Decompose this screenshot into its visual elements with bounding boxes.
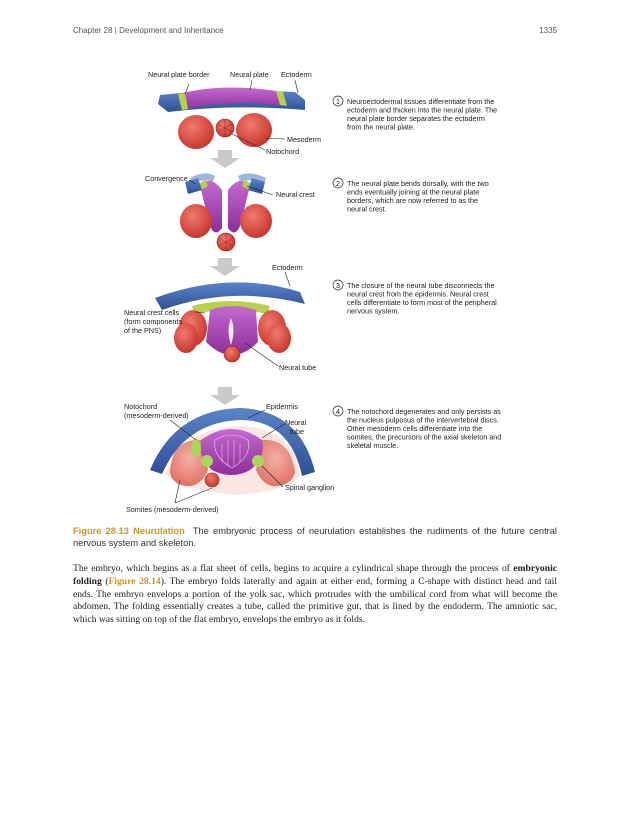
stage-1-drawing [158,80,305,150]
step-1-line-4: from the neural plate. [347,122,415,132]
step-3-line-2: neural crest from the epidermis. Neural crest [347,289,489,299]
step-3-line-4: nervous system. [347,306,400,316]
label-somites: Somites (mesoderm-derived) [126,505,219,514]
step-1-line-1: Neuroectodermal tissues differentiate from the [347,97,495,106]
stage-2-drawing [180,173,273,251]
step-2-line-2: ends eventually joining at the neural plate [347,187,480,197]
down-arrow-1 [210,150,240,168]
label-ectoderm-3: Ectoderm [272,263,303,272]
step-4-line-4: somites, the precursors of the axial skeleton and [347,432,502,442]
step-3-number: 3 [335,281,341,290]
figure-caption-text: The embryonic process of neurulation establishes the rudiments of the future central nervous system and skeleton. [73,526,557,549]
step-4 [333,406,501,450]
label-neural-crest-cells-1: Neural crest cells [124,308,180,317]
label-neural-plate: Neural plate [230,70,269,79]
step-4-line-3: Other mesoderm cells differentiate into the [347,424,483,433]
label-ectoderm-1: Ectoderm [281,70,312,79]
label-notochord-md-2: (mesoderm-derived) [124,411,189,420]
label-neural-tube-3: Neural tube [279,363,317,372]
body-text-2: ). The embryo folds laterally and again at either end, forming a C-shape with distinct head and tail ends. The embryo envelops a portion of the yolk sac, which protrudes with the umbilical cord from what will become the abdomen. The folding essentially creates a tube, called the primitive gut, that is lined by the endoderm. The amniotic sac, which was sitting on top of the flat embryo, envelops the embryo as it folds. [73,575,557,626]
step-1-number: 1 [335,97,341,106]
step-4-line-1: The notochord degenerates and only persists as [347,407,501,416]
body-paren-open: ( [101,575,109,587]
step-4-line-5: skeletal muscle. [347,441,399,450]
figure-link-28-14[interactable]: Figure 28.14 [108,575,161,587]
figure-caption [73,525,557,550]
label-notochord-md-1: Notochord [124,402,158,411]
step-2-line-1: The neural plate bends dorsally, with the two [347,179,489,188]
label-mesoderm: Mesoderm [287,135,321,144]
label-neural-crest-cells-2: (form components [124,317,182,326]
step-1-line-3: neural plate border separates the ectoderm [347,114,485,123]
label-neural-crest-cells-3: of the PNS) [124,326,162,335]
step-3-line-1: The closure of the neural tube disconnects the [347,281,495,290]
step-2-line-4: neural crest. [347,204,387,214]
label-neural-tube-4a: Neural [285,418,307,427]
step-1 [333,96,497,132]
running-header: Chapter 28 | Development and Inheritance [73,26,224,35]
label-notochord: Notochord [266,147,300,156]
body-paragraph [73,563,557,627]
page-number: 1335 [539,26,557,35]
figure-caption-label: Figure 28.13 Neurulation [73,526,185,536]
label-spinal-ganglion: Spinal ganglion [285,483,335,492]
body-text-1: The embryo, which begins as a flat sheet of cells, begins to acquire a cylindrical shape through the process of [73,563,514,574]
label-epidermis: Epidermis [266,402,298,411]
step-3 [333,280,497,316]
step-3-line-3: cells differentiate to form most of the peripheral [347,298,497,307]
step-4-number: 4 [335,407,341,416]
step-2-number: 2 [335,179,341,188]
step-4-line-2: the nucleus pulposus of the intervertebral discs. [347,415,499,425]
label-convergence: Convergence [145,174,188,183]
term-embryonic-folding: embryonic folding [73,563,557,587]
label-neural-crest: Neural crest [276,190,315,199]
step-1-line-2: ectoderm and thicken into the neural plate. The [347,105,498,115]
label-neural-plate-border: Neural plate border [148,70,210,79]
step-2 [333,178,489,214]
down-arrow-2 [210,258,240,276]
down-arrow-3 [210,387,240,405]
label-neural-tube-4b: tube [290,427,304,436]
step-2-line-3: borders, which are now referred to as the [347,196,479,205]
